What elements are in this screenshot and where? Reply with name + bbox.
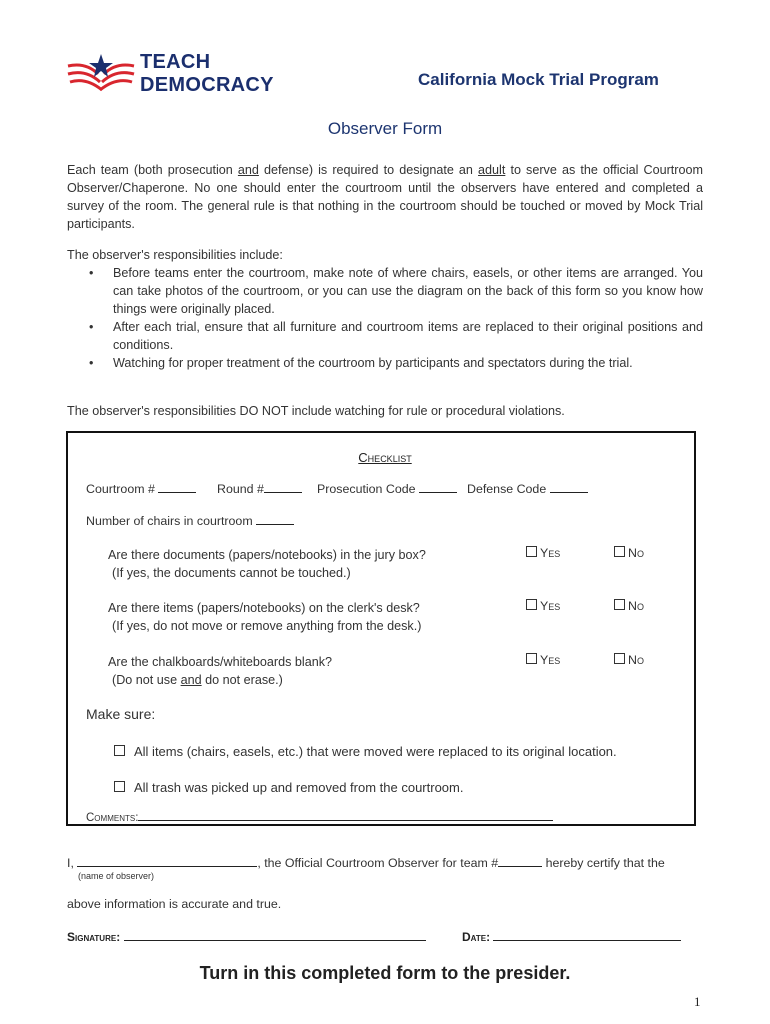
intro-text-2: defense) is required to designate an	[258, 163, 479, 177]
courtroom-label: Courtroom #	[86, 482, 155, 496]
cert-suffix: hereby certify that the	[545, 856, 665, 870]
prosecution-code-field[interactable]	[419, 480, 457, 493]
yes-label: Yes	[540, 599, 561, 613]
cert-middle: , the Official Courtroom Observer for team #	[257, 856, 499, 870]
round-number-field[interactable]	[264, 480, 302, 493]
question-2	[108, 599, 421, 635]
signature-label: Signature:	[67, 930, 121, 944]
intro-paragraph	[67, 161, 703, 233]
certification-line	[67, 854, 665, 870]
comments-field[interactable]	[138, 810, 553, 821]
teach-democracy-logo	[66, 48, 296, 98]
checkbox-icon[interactable]	[526, 653, 537, 664]
turn-in-instruction: Turn in this completed form to the presider.	[199, 963, 571, 983]
team-number-field[interactable]	[498, 854, 542, 867]
checkbox-icon[interactable]	[614, 599, 625, 610]
not-include-note: The observer's responsibilities DO NOT include watching for rule or procedural violations.	[67, 404, 565, 418]
q1-no-option[interactable]	[614, 546, 644, 560]
question-text: Are there documents (papers/notebooks) in the jury box?	[108, 548, 426, 562]
yes-label: Yes	[540, 653, 561, 667]
make-sure-item-1[interactable]	[114, 744, 617, 759]
q3-yes-option[interactable]	[526, 653, 560, 667]
make-sure-label: Make sure:	[86, 706, 156, 722]
q2-no-option[interactable]	[614, 599, 644, 613]
chairs-row	[86, 512, 294, 530]
q1-yes-option[interactable]	[526, 546, 560, 560]
note-and: and	[180, 673, 202, 687]
note-part: do not erase.)	[201, 673, 283, 687]
checkbox-icon[interactable]	[526, 599, 537, 610]
signature-row	[67, 930, 426, 944]
make-sure-text: All trash was picked up and removed from the courtroom.	[134, 780, 464, 795]
cert-prefix: I,	[67, 856, 74, 870]
q2-yes-option[interactable]	[526, 599, 560, 613]
chairs-label: Number of chairs in courtroom	[86, 514, 253, 528]
logo-line-democracy: DEMOCRACY	[140, 74, 274, 96]
prosecution-row	[317, 480, 457, 498]
round-label: Round #	[217, 482, 264, 496]
yes-label: Yes	[540, 546, 561, 560]
list-item: • Watching for proper treatment of the courtroom by participants and spectators during the trial.	[67, 354, 703, 372]
intro-adult: adult	[478, 163, 506, 177]
make-sure-text: All items (chairs, easels, etc.) that were moved were replaced to its original location.	[134, 744, 617, 759]
defense-row	[467, 480, 588, 498]
page-number: 1	[694, 994, 701, 1009]
checkbox-icon[interactable]	[526, 546, 537, 557]
make-sure-item-2[interactable]	[114, 780, 463, 795]
courtroom-row	[86, 480, 196, 498]
list-item: • After each trial, ensure that all furniture and courtroom items are replaced to their original positions and conditions.	[67, 318, 703, 354]
checkbox-icon[interactable]	[614, 546, 625, 557]
question-note: (If yes, do not move or remove anything from the desk.)	[112, 619, 422, 633]
date-row	[462, 930, 681, 944]
prosecution-label: Prosecution Code	[317, 482, 416, 496]
responsibilities-list	[67, 264, 703, 372]
responsibilities-section	[67, 246, 703, 372]
comments-label: Comments:	[86, 812, 139, 824]
signature-field[interactable]	[124, 930, 426, 941]
form-title: Observer Form	[327, 119, 443, 138]
round-row	[217, 480, 302, 498]
question-3	[108, 653, 332, 689]
responsibilities-heading: The observer's responsibilities include:	[67, 248, 283, 262]
no-label: No	[628, 653, 644, 667]
no-label: No	[628, 599, 644, 613]
q3-no-option[interactable]	[614, 653, 644, 667]
question-text: Are the chalkboards/whiteboards blank?	[108, 655, 333, 669]
question-note: (If yes, the documents cannot be touched.)	[112, 566, 351, 580]
question-text: Are there items (papers/notebooks) on the clerk's desk?	[108, 601, 420, 615]
cert-line-2: above information is accurate and true.	[67, 897, 282, 911]
checklist-title: Checklist	[358, 450, 412, 465]
list-item: • Before teams enter the courtroom, make note of where chairs, easels, or other items are arranged. You can take photos of the courtroom, or you can use the diagram on the back of this form so you know how things were originally placed.	[67, 264, 703, 318]
defense-label: Defense Code	[467, 482, 547, 496]
question-1	[108, 546, 426, 582]
chairs-count-field[interactable]	[256, 512, 294, 525]
checkbox-icon[interactable]	[114, 781, 125, 792]
defense-code-field[interactable]	[550, 480, 588, 493]
date-label: Date:	[462, 930, 491, 944]
no-label: No	[628, 546, 644, 560]
date-field[interactable]	[493, 930, 681, 941]
comments-row	[86, 810, 553, 824]
logo-line-teach: TEACH	[140, 51, 211, 73]
note-part: (Do not use	[112, 673, 181, 687]
question-note	[108, 671, 332, 689]
observer-name-note: (name of observer)	[78, 871, 155, 881]
courtroom-number-field[interactable]	[158, 480, 196, 493]
observer-name-field[interactable]	[77, 854, 257, 867]
intro-text-3: to serve as the official Courtroom Observer/Chaperone. No one should enter the courtroom until the observers have entered and completed a survey of the room. The general rule is that nothing in the courtroom should be touched or moved by Mock Trial participants.	[67, 163, 704, 231]
flag-star-icon	[66, 52, 136, 94]
intro-text-1: Each team (both prosecution	[67, 163, 238, 177]
checkbox-icon[interactable]	[114, 745, 125, 756]
intro-and: and	[237, 163, 259, 177]
checkbox-icon[interactable]	[614, 653, 625, 664]
program-title: California Mock Trial Program	[418, 70, 659, 89]
